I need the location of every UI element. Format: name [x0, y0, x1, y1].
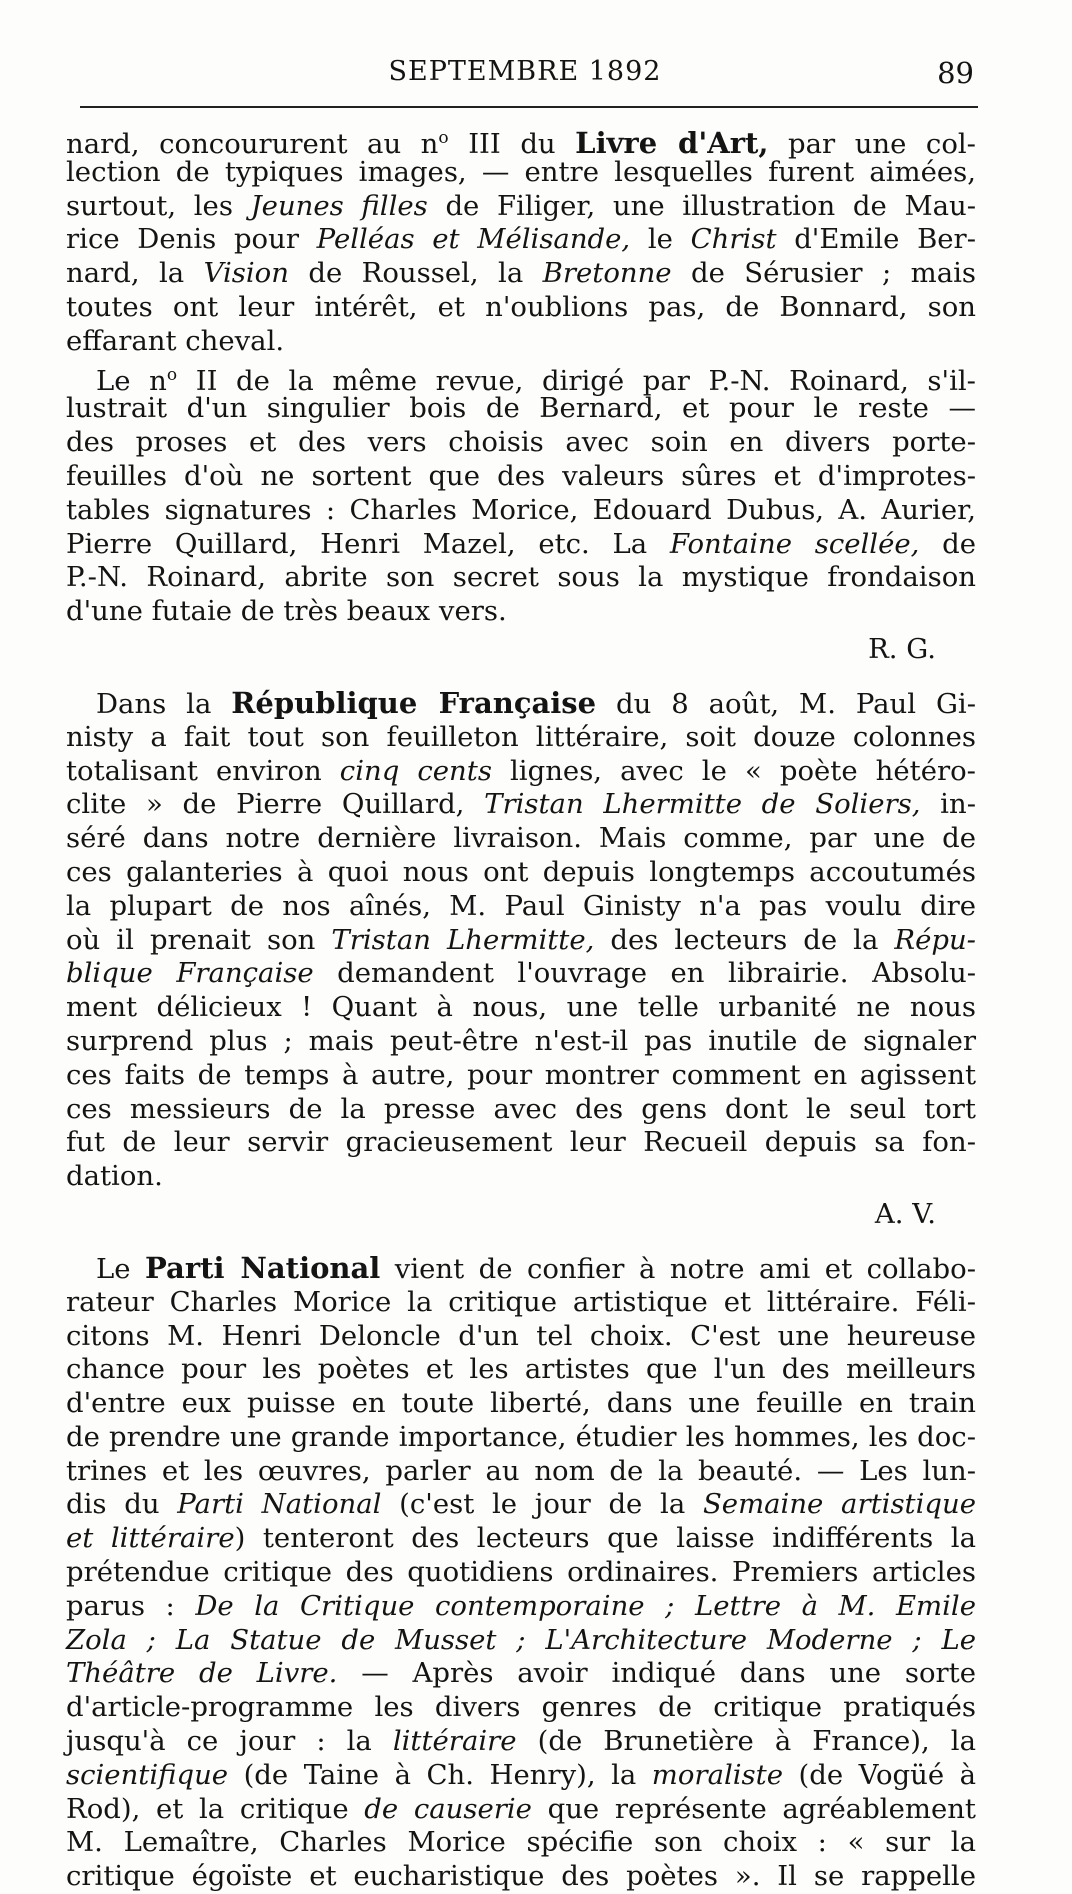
text-run: de: [919, 527, 976, 560]
text-line: [66, 392, 976, 426]
text-run: où il prenait son: [66, 923, 332, 956]
running-title: SEPTEMBRE 1892: [388, 56, 662, 87]
text-line: [66, 1421, 976, 1455]
text-run: ces galanteries à quoi nous ont depuis longtemps accoutumés: [66, 855, 976, 888]
text-run: II de la même revue, dirigé par P.-N. Roinard, s'il-: [177, 364, 976, 397]
text-run: de Sérusier ; mais: [671, 257, 976, 290]
text-run: toutes ont leur intérêt, et n'oublions pas, de Bonnard, son: [66, 290, 976, 323]
text-run: (de Taine à Ch. Henry), la: [228, 1758, 652, 1791]
italic-text: Parti National: [177, 1488, 382, 1521]
text-run: Dans la: [96, 687, 232, 720]
text-line: [66, 359, 976, 397]
text-line: [66, 595, 976, 629]
italic-text: de causerie: [364, 1792, 532, 1825]
text-run: Rod), et la critique: [66, 1792, 365, 1825]
text-run: rice Denis pour: [66, 223, 317, 256]
paragraph: [66, 1252, 976, 1894]
text-run: séré dans notre dernière livraison. Mais comme, par une de: [66, 822, 976, 855]
text-run: d'entre eux puisse en toute liberté, dans une feuille en train: [66, 1387, 976, 1420]
text-run: tables signatures : Charles Morice, Edouard Dubus, A. Aurier,: [66, 493, 976, 526]
text-line: [66, 1860, 976, 1894]
text-run: citons M. Henri Deloncle d'un tel choix. C'est une heureuse: [66, 1319, 976, 1352]
text-line: [66, 755, 976, 789]
text-run: demandent l'ouvrage en librairie. Absolu-: [313, 957, 977, 990]
text-line: [66, 325, 976, 359]
text-run: o: [166, 364, 178, 385]
text-run: feuilles d'où ne sortent que des valeurs sûres et d'improtes-: [66, 459, 976, 492]
text-run: ) tenteront des lecteurs que laisse indifférents la: [234, 1522, 976, 1555]
text-line: [66, 1387, 976, 1421]
text-line: [66, 291, 976, 325]
text-run: Le: [96, 1252, 146, 1285]
text-run: Pierre Quillard, Henri Mazel, etc. La: [66, 527, 670, 560]
page-header: [72, 52, 978, 108]
text-line: [66, 1353, 976, 1387]
text-line: [66, 1286, 976, 1320]
text-line: [66, 223, 976, 257]
text-run: ces messieurs de la presse avec des gens dont le seul tort: [66, 1092, 976, 1125]
text-line: [66, 1126, 976, 1160]
text-line: [66, 561, 976, 595]
text-line: [66, 1320, 976, 1354]
italic-text: scientifique: [66, 1758, 229, 1791]
text-line: [66, 1522, 976, 1556]
text-line: [66, 1488, 976, 1522]
text-run: critique égoïste et eucharistique des poètes ». Il se rappelle: [66, 1860, 976, 1893]
page-body: [66, 122, 976, 1894]
text-run: nisty a fait tout son feuilleton littéraire, soit douze colonnes: [66, 720, 976, 753]
italic-text: blique Française: [66, 957, 314, 990]
text-line: [66, 1025, 976, 1059]
text-line: [66, 1826, 976, 1860]
italic-text: De la Critique contemporaine ; Lettre à M. Emile: [195, 1589, 976, 1622]
text-line: [66, 822, 976, 856]
text-line: [66, 1657, 976, 1691]
text-run: (c'est le jour de la: [381, 1488, 703, 1521]
text-run: que représente agréablement: [531, 1792, 976, 1825]
text-line: [66, 1556, 976, 1590]
paragraph-gap: [66, 1238, 976, 1252]
text-run: effarant cheval.: [66, 324, 285, 357]
page-number: 89: [937, 56, 974, 90]
text-line: [66, 890, 976, 924]
text-run: ment délicieux ! Quant à nous, une telle urbanité ne nous: [66, 991, 976, 1024]
text-line: [66, 1624, 976, 1658]
text-run: jusqu'à ce jour : la: [66, 1725, 393, 1758]
text-run: totalisant environ: [66, 754, 340, 787]
text-run: dation.: [66, 1160, 163, 1193]
italic-text: Fontaine scellée,: [669, 527, 920, 560]
text-run: lection de typiques images, — entre lesquelles furent aimées,: [66, 155, 976, 188]
text-run: de prendre une grande importance, étudier les hommes, les doc-: [66, 1420, 976, 1453]
text-line: [66, 257, 976, 291]
text-line: [66, 856, 976, 890]
text-run: nard, concoururent au n: [66, 128, 439, 161]
text-run: fut de leur servir gracieusement leur Recueil depuis sa fon-: [66, 1126, 976, 1159]
paragraph-gap: [66, 673, 976, 687]
italic-text: Semaine artistique: [702, 1488, 976, 1521]
text-line: [66, 1691, 976, 1725]
text-line: [66, 1590, 976, 1624]
text-line: [66, 528, 976, 562]
text-line: [66, 721, 976, 755]
text-run: vient de confier à notre ami et collabo-: [380, 1252, 976, 1285]
text-run: parus :: [66, 1589, 196, 1622]
italic-text: Théâtre de Livre.: [66, 1657, 338, 1690]
bold-title: Livre d'Art,: [575, 126, 769, 161]
paragraph: [66, 122, 976, 359]
text-line: [66, 460, 976, 494]
italic-text: Jeunes filles: [250, 189, 428, 222]
paragraph: [66, 359, 976, 673]
text-run: Le n: [96, 364, 167, 397]
text-line: [66, 957, 976, 991]
text-run: des lecteurs de la: [594, 923, 895, 956]
text-run: du 8 août, M. Paul Gi-: [596, 687, 976, 720]
text-line: [66, 1059, 976, 1093]
text-line: [66, 1759, 976, 1793]
text-line: [66, 156, 976, 190]
text-line: [66, 122, 976, 161]
text-run: de Roussel, la: [288, 257, 543, 290]
text-run: des proses et des vers choisis avec soin en divers porte-: [66, 426, 976, 459]
text-line: [66, 1160, 976, 1194]
paragraph: [66, 687, 976, 1238]
text-line: [66, 426, 976, 460]
italic-text: littéraire: [392, 1725, 517, 1758]
text-run: d'une futaie de très beaux vers.: [66, 595, 507, 628]
text-run: ces faits de temps à autre, pour montrer comment en agissent: [66, 1058, 976, 1091]
text-run: o: [438, 128, 449, 148]
italic-text: et littéraire: [66, 1522, 235, 1555]
bold-title: Parti National: [145, 1250, 381, 1285]
text-run: rateur Charles Morice la critique artistique et littéraire. Féli-: [66, 1285, 976, 1318]
italic-text: moraliste: [651, 1758, 783, 1791]
text-run: surtout, les: [66, 189, 251, 222]
text-run: la plupart de nos aînés, M. Paul Ginisty n'a pas voulu dire: [66, 889, 976, 922]
text-line: [66, 788, 976, 822]
italic-text: cinq cents: [339, 754, 492, 787]
text-run: lustrait d'un singulier bois de Bernard, et pour le reste —: [66, 392, 976, 425]
text-line: [66, 991, 976, 1025]
italic-text: Vision: [203, 257, 289, 290]
text-line: [66, 190, 976, 224]
italic-text: Zola ; La Statue de Musset ; L'Architecture Moderne ; Le: [66, 1623, 976, 1656]
italic-text: Tristan Lhermitte,: [331, 923, 595, 956]
text-run: par une col-: [768, 128, 976, 161]
text-line: [66, 1725, 976, 1759]
text-line: [66, 1793, 976, 1827]
text-run: III du: [448, 128, 576, 161]
text-line: [66, 687, 976, 721]
header-rule: [80, 106, 978, 108]
text-run: nard, la: [66, 257, 204, 290]
bold-title: République Française: [231, 685, 597, 720]
text-run: chance pour les poètes et les artistes que l'un des meilleurs: [66, 1353, 976, 1386]
text-line: [66, 1252, 976, 1286]
text-run: surprend plus ; mais peut-être n'est-il pas inutile de signaler: [66, 1024, 976, 1057]
text-run: trines et les œuvres, parler au nom de la beauté. — Les lun-: [66, 1454, 976, 1487]
text-run: dis du: [66, 1488, 178, 1521]
text-line: [66, 1455, 976, 1489]
text-run: P.-N. Roinard, abrite son secret sous la mystique frondaison: [66, 561, 976, 594]
text-run: M. Lemaître, Charles Morice spécifie son choix : « sur la: [66, 1826, 976, 1859]
text-line: [66, 494, 976, 528]
text-run: lignes, avec le « poète hétéro-: [491, 754, 976, 787]
text-run: prétendue critique des quotidiens ordinaires. Premiers articles: [66, 1556, 976, 1589]
italic-text: Tristan Lhermitte de Soliers,: [484, 788, 921, 821]
text-run: (de Brunetière à France), la: [516, 1725, 976, 1758]
italic-text: Pelléas et Mélisande,: [316, 223, 631, 256]
italic-text: Répu-: [894, 923, 976, 956]
signature: R. G.: [868, 632, 936, 665]
italic-text: Bretonne: [542, 257, 672, 290]
text-run: — Après avoir indiqué dans une sorte: [337, 1657, 976, 1690]
text-run: de Filiger, une illustration de Mau-: [427, 189, 977, 222]
text-run: d'article-programme les divers genres de critique pratiqués: [66, 1691, 976, 1724]
signature: A. V.: [874, 1197, 936, 1230]
text-run: d'Emile Ber-: [776, 223, 976, 256]
italic-text: Christ: [690, 223, 777, 256]
text-run: le: [630, 223, 691, 256]
text-run: clite » de Pierre Quillard,: [66, 788, 485, 821]
text-run: in-: [920, 788, 976, 821]
text-run: (de Vogüé à: [783, 1758, 976, 1791]
text-line: [66, 1093, 976, 1127]
text-line: [66, 924, 976, 958]
